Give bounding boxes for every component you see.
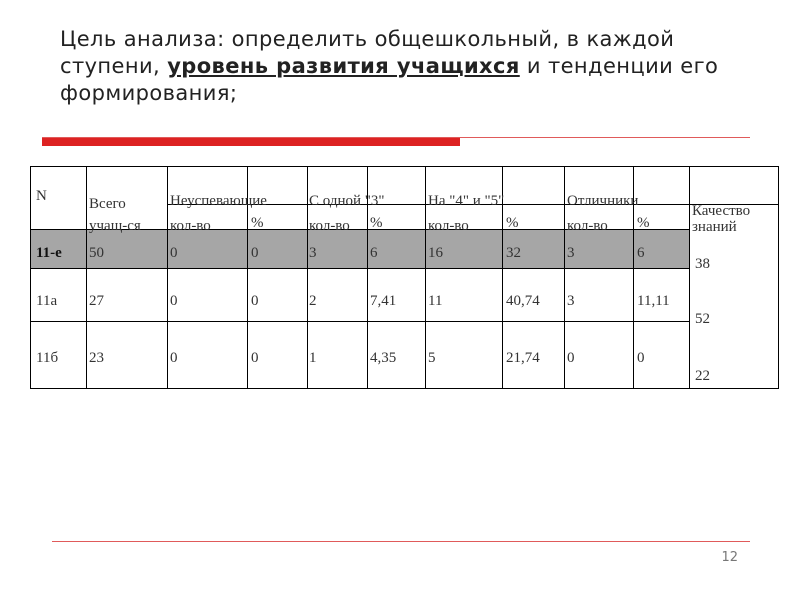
cell-quality: 52 [695,311,710,327]
results-table [30,166,779,389]
header-total-line1: Всего [89,196,126,212]
row-name: 11а [36,293,58,309]
cell-fail-pct: 0 [251,293,259,309]
col-divider [564,167,565,388]
header-excellent-count: кол-во [567,218,608,234]
cell-three-pct: 4,35 [370,350,397,366]
cell-fail-count: 0 [170,350,178,366]
cell-ff-count: 5 [428,350,436,366]
header-four-five: На "4" и "5" [428,193,505,209]
slide-title [60,26,750,107]
header-excellent-pct: % [637,215,650,231]
col-divider [425,167,426,388]
header-one-three-count: кол-во [309,218,350,234]
cell-total: 50 [89,245,104,261]
header-quality-line2: знаний [692,219,737,235]
header-n: N [36,188,47,204]
title-prefix: Цель анализа: определить общешкольный, в каждой ступени, [60,27,675,78]
cell-exc-pct: 6 [637,245,645,261]
header-failing-pct: % [251,215,264,231]
bottom-divider [52,541,750,542]
row-name: 11-е [36,245,62,261]
cell-ff-pct: 40,74 [506,293,540,309]
cell-exc-count: 3 [567,245,575,261]
cell-exc-count: 3 [567,293,575,309]
cell-total: 23 [89,350,104,366]
cell-quality: 22 [695,368,710,384]
cell-three-count: 1 [309,350,317,366]
title-suffix: и тенденции его формирования; [60,54,719,105]
row-divider [31,321,689,322]
cell-exc-count: 0 [567,350,575,366]
cell-three-pct: 7,41 [370,293,397,309]
title-emphasis: уровень развития учащихся [167,54,520,78]
cell-ff-pct: 21,74 [506,350,540,366]
col-divider [167,167,168,388]
header-total-line2: учащ-ся [89,218,141,234]
header-one-three-pct: % [370,215,383,231]
cell-three-count: 2 [309,293,317,309]
header-excellent: Отличники [567,193,639,209]
cell-ff-count: 16 [428,245,443,261]
cell-fail-count: 0 [170,245,178,261]
col-divider [86,167,87,388]
header-failing: Неуспевающие [170,193,267,209]
col-divider [689,167,690,388]
cell-quality: 38 [695,256,710,272]
page-number: 12 [721,550,738,565]
top-divider-accent [42,138,460,146]
cell-fail-pct: 0 [251,350,259,366]
cell-total: 27 [89,293,104,309]
col-divider [307,167,308,388]
cell-exc-pct: 0 [637,350,645,366]
cell-ff-count: 11 [428,293,443,309]
header-failing-count: кол-во [170,218,211,234]
header-one-three: С одной "3" [309,193,385,209]
header-quality-line1: Качество [692,203,751,219]
cell-ff-pct: 32 [506,245,521,261]
header-four-five-pct: % [506,215,519,231]
cell-fail-count: 0 [170,293,178,309]
row-divider [31,268,689,269]
cell-fail-pct: 0 [251,245,259,261]
cell-three-count: 3 [309,245,317,261]
header-four-five-count: кол-во [428,218,469,234]
cell-exc-pct: 11,11 [637,293,670,309]
cell-three-pct: 6 [370,245,378,261]
row-name: 11б [36,350,59,366]
